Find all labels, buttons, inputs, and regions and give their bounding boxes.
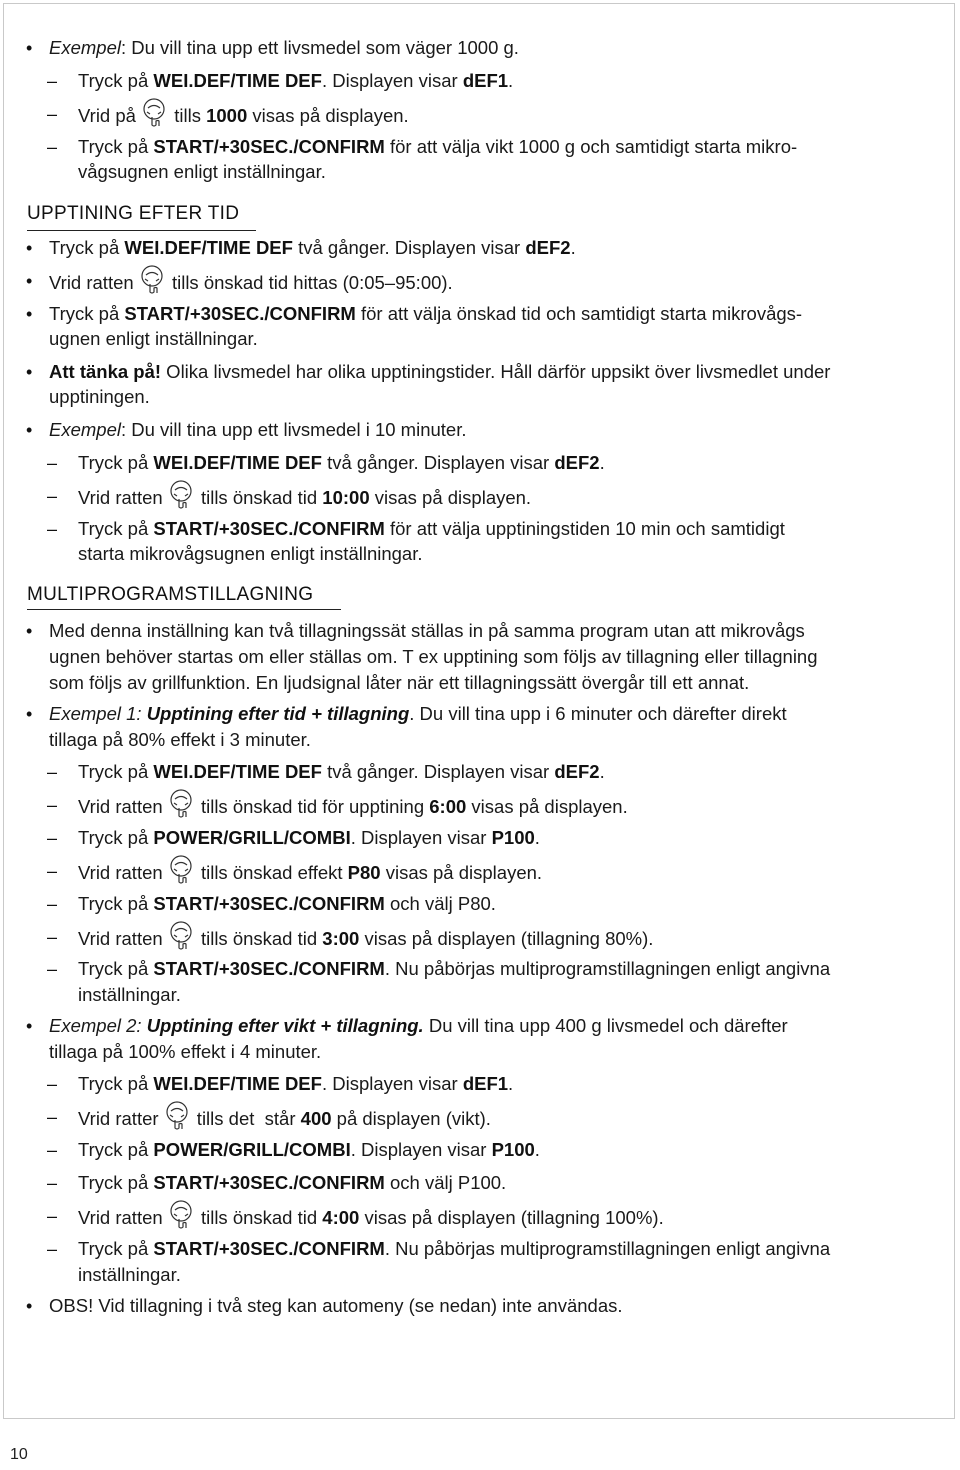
text-run: Vrid ratten xyxy=(78,486,168,508)
bold-run: dEF2 xyxy=(554,761,600,782)
text-run: visas på displayen. xyxy=(380,861,543,883)
bullet-marker: • xyxy=(26,38,33,58)
text-run: för att välja upptiningstiden 10 min och samtidigt xyxy=(384,518,785,539)
text-line xyxy=(78,892,496,916)
dash-marker: – xyxy=(47,927,58,947)
text-run: : Du vill tina upp ett livsmedel i 10 minuter. xyxy=(120,419,467,440)
text-line xyxy=(49,269,453,299)
text-run: . Displayen visar xyxy=(350,1139,492,1160)
text-run: Tryck på xyxy=(78,136,154,157)
text-line xyxy=(49,671,749,695)
text-run: Vrid ratter xyxy=(78,1107,164,1129)
bold-run: 10:00 xyxy=(322,486,370,508)
text-run: tills xyxy=(169,104,207,126)
text-line xyxy=(78,983,181,1007)
text-run: visas på displayen. xyxy=(247,104,409,126)
bold-run: 1000 xyxy=(206,104,248,126)
bold-run: START/+30SEC./CONFIRM xyxy=(153,1172,385,1193)
bold-run: WEI.DEF/TIME DEF xyxy=(153,70,322,91)
bullet-marker: • xyxy=(26,704,33,724)
text-run: inställningar. xyxy=(78,984,181,1005)
text-run: : Du vill tina upp ett livsmedel som väger 1000 g. xyxy=(120,37,519,58)
text-run: Du vill tina upp 400 g livsmedel och därefter xyxy=(423,1015,788,1036)
text-run: två gånger. Displayen visar xyxy=(321,452,555,473)
text-run: . Displayen visar xyxy=(321,1073,463,1094)
text-run: och välj P100. xyxy=(384,1172,507,1193)
bold-run: P100 xyxy=(491,1139,535,1160)
text-run: . xyxy=(534,827,540,848)
bold-run: 400 xyxy=(300,1107,332,1129)
text-line xyxy=(78,957,830,981)
text-line xyxy=(78,160,326,184)
italic-run: Exempel 2: xyxy=(49,1015,147,1036)
text-run: . xyxy=(508,70,514,91)
dash-marker: – xyxy=(47,795,58,815)
text-run: Olika livsmedel har olika upptiningstider. Håll därför uppsikt över livsmedlet under xyxy=(161,361,831,382)
text-run: Tryck på xyxy=(78,893,154,914)
dash-marker: – xyxy=(47,762,58,782)
text-run: vågsugnen enligt inställningar. xyxy=(78,161,326,182)
text-run: Tryck på xyxy=(78,1238,154,1259)
italic-run: Exempel xyxy=(49,419,121,440)
text-run: som följs av grillfunktion. En ljudsignal låter när ett tillagningssätt övergår till ett annat. xyxy=(49,672,750,693)
bold-run: START/+30SEC./CONFIRM xyxy=(124,303,356,324)
text-line xyxy=(78,1138,540,1162)
bullet-marker: • xyxy=(26,238,33,258)
bullet-marker: • xyxy=(26,271,33,291)
dash-marker: – xyxy=(47,828,58,848)
text-run: ugnen enligt inställningar. xyxy=(49,328,258,349)
text-run: och välj P80. xyxy=(384,893,496,914)
text-line xyxy=(78,826,540,850)
text-run: visas på displayen. xyxy=(466,795,628,817)
text-run: . xyxy=(534,1139,540,1160)
bold-run: dEF1 xyxy=(462,1073,509,1094)
dial-knob-icon xyxy=(168,921,196,951)
text-run: Vrid ratten xyxy=(49,271,139,293)
text-line xyxy=(78,102,409,132)
dash-marker: – xyxy=(47,1140,58,1160)
text-run: visas på displayen. xyxy=(369,486,532,508)
text-run: Vrid på xyxy=(78,104,142,126)
text-line xyxy=(49,1014,788,1038)
text-line xyxy=(78,1105,491,1135)
text-run: tills önskad tid hittas (0:05–95:00). xyxy=(166,271,453,293)
bold-run: START/+30SEC./CONFIRM xyxy=(153,518,385,539)
dash-marker: – xyxy=(47,959,58,979)
dash-marker: – xyxy=(47,1107,58,1127)
text-line xyxy=(78,484,531,514)
bold-run: Att tänka på! xyxy=(49,361,162,382)
text-run: Tryck på xyxy=(78,827,154,848)
text-run: . xyxy=(508,1073,514,1094)
text-line xyxy=(49,236,576,260)
text-line xyxy=(78,760,605,784)
dash-marker: – xyxy=(47,137,58,157)
bullet-marker: • xyxy=(26,304,33,324)
text-line xyxy=(49,1294,623,1318)
text-run: . Nu påbörjas multiprogramstillagningen enligt angivna xyxy=(384,1238,831,1259)
bold-run: dEF2 xyxy=(525,237,571,258)
bold-run: POWER/GRILL/COMBI xyxy=(153,827,351,848)
bold-run: Upptining efter vikt + tillagning. xyxy=(146,1015,424,1036)
text-run: visas på displayen (tillagning 80%). xyxy=(359,927,654,949)
text-run: Tryck på xyxy=(78,452,154,473)
text-run: Vrid ratten xyxy=(78,861,168,883)
text-run: tillaga på 80% effekt i 3 minuter. xyxy=(49,729,311,750)
bullet-marker: • xyxy=(26,420,33,440)
text-line xyxy=(49,418,466,442)
text-line xyxy=(49,619,805,643)
text-line xyxy=(78,1237,830,1261)
text-line xyxy=(78,69,513,93)
text-run: för att välja vikt 1000 g och samtidigt starta mikro- xyxy=(384,136,798,157)
text-run: . xyxy=(599,761,605,782)
text-run: tills önskad effekt xyxy=(195,861,348,883)
text-run: två gånger. Displayen visar xyxy=(321,761,555,782)
text-run: . Displayen visar xyxy=(350,827,492,848)
text-run: Tryck på xyxy=(49,237,125,258)
bold-run: START/+30SEC./CONFIRM xyxy=(153,136,385,157)
dial-knob-icon xyxy=(168,855,196,885)
heading-multiprogramstillagning: MULTIPROGRAMSTILLAGNING xyxy=(27,584,314,605)
text-line xyxy=(49,385,150,409)
bold-run: 4:00 xyxy=(322,1206,360,1228)
bold-run: WEI.DEF/TIME DEF xyxy=(124,237,293,258)
bold-run: P80 xyxy=(347,861,381,883)
text-run: . xyxy=(599,452,605,473)
bold-run: 6:00 xyxy=(429,795,467,817)
dash-marker: – xyxy=(47,861,58,881)
bold-run: WEI.DEF/TIME DEF xyxy=(153,761,322,782)
text-run: tills önskad tid xyxy=(195,486,323,508)
text-line xyxy=(78,793,628,823)
text-run: OBS! Vid tillagning i två steg kan automeny (se nedan) inte användas. xyxy=(49,1295,623,1316)
text-run: tills önskad tid xyxy=(195,1206,323,1228)
text-run: tillaga på 100% effekt i 4 minuter. xyxy=(49,1041,322,1062)
dash-marker: – xyxy=(47,1173,58,1193)
text-line xyxy=(78,859,542,889)
text-run: upptiningen. xyxy=(49,386,150,407)
text-line xyxy=(49,360,830,384)
dash-marker: – xyxy=(47,71,58,91)
dash-marker: – xyxy=(47,1239,58,1259)
dash-marker: – xyxy=(47,1206,58,1226)
text-line xyxy=(49,327,258,351)
text-line xyxy=(49,702,787,726)
italic-run: Exempel xyxy=(49,37,121,58)
text-run: Tryck på xyxy=(78,1172,154,1193)
bold-run: P100 xyxy=(491,827,535,848)
text-line xyxy=(78,135,797,159)
text-run: Tryck på xyxy=(78,761,154,782)
bold-run: START/+30SEC./CONFIRM xyxy=(153,958,385,979)
text-line xyxy=(78,451,605,475)
bullet-marker: • xyxy=(26,621,33,641)
text-run: Tryck på xyxy=(49,303,125,324)
text-run: . xyxy=(570,237,576,258)
text-line xyxy=(78,542,423,566)
text-run: tills det står xyxy=(191,1107,301,1129)
text-run: tills önskad tid för upptining xyxy=(195,795,430,817)
text-line xyxy=(78,1263,181,1287)
text-run: Tryck på xyxy=(78,958,154,979)
heading-upptining-efter-tid: UPPTINING EFTER TID xyxy=(27,203,240,224)
text-run: . Nu påbörjas multiprogramstillagningen enligt angivna xyxy=(384,958,831,979)
text-line xyxy=(78,1204,664,1234)
text-line xyxy=(78,1072,513,1096)
text-line xyxy=(49,302,802,326)
text-run: Vrid ratten xyxy=(78,927,168,949)
text-run: Tryck på xyxy=(78,70,154,91)
dash-marker: – xyxy=(47,486,58,506)
dial-knob-icon xyxy=(168,1200,196,1230)
text-run: . Du vill tina upp i 6 minuter och därefter direkt xyxy=(409,703,787,724)
text-run: visas på displayen (tillagning 100%). xyxy=(359,1206,664,1228)
dial-knob-icon xyxy=(139,265,167,295)
bold-run: Upptining efter tid + tillagning xyxy=(146,703,410,724)
page-number: 10 xyxy=(10,1446,28,1463)
bullet-marker: • xyxy=(26,362,33,382)
bullet-marker: • xyxy=(26,1296,33,1316)
text-line xyxy=(49,728,311,752)
dash-marker: – xyxy=(47,1074,58,1094)
bullet-marker: • xyxy=(26,1016,33,1036)
bold-run: dEF1 xyxy=(462,70,509,91)
text-run: Tryck på xyxy=(78,1139,154,1160)
text-run: på displayen (vikt). xyxy=(331,1107,491,1129)
text-line xyxy=(78,925,653,955)
dash-marker: – xyxy=(47,104,58,124)
bold-run: POWER/GRILL/COMBI xyxy=(153,1139,351,1160)
bold-run: WEI.DEF/TIME DEF xyxy=(153,1073,322,1094)
dial-knob-icon xyxy=(141,98,169,128)
italic-run: Exempel 1: xyxy=(49,703,147,724)
dial-knob-icon xyxy=(168,480,196,510)
text-run: Tryck på xyxy=(78,1073,154,1094)
text-run: Vrid ratten xyxy=(78,1206,168,1228)
dial-knob-icon xyxy=(164,1101,192,1131)
bold-run: 3:00 xyxy=(322,927,360,949)
text-run: två gånger. Displayen visar xyxy=(292,237,526,258)
text-run: starta mikrovågsugnen enligt inställningar. xyxy=(78,543,423,564)
bold-run: WEI.DEF/TIME DEF xyxy=(153,452,322,473)
text-run: ugnen behöver startas om eller ställas om. T ex upptining som följs av tillagning eller tillagning xyxy=(49,646,818,667)
text-line xyxy=(49,1040,321,1064)
text-run: Med denna inställning kan två tillagningssät ställas in på samma program utan att mikrovågs xyxy=(49,620,805,641)
text-run: för att välja önskad tid och samtidigt starta mikrovågs- xyxy=(355,303,803,324)
text-line xyxy=(78,1171,506,1195)
dial-knob-icon xyxy=(168,789,196,819)
dash-marker: – xyxy=(47,519,58,539)
dash-marker: – xyxy=(47,453,58,473)
text-line xyxy=(49,36,519,60)
bold-run: START/+30SEC./CONFIRM xyxy=(153,893,385,914)
text-run: . Displayen visar xyxy=(321,70,463,91)
bold-run: START/+30SEC./CONFIRM xyxy=(153,1238,385,1259)
text-run: Tryck på xyxy=(78,518,154,539)
dash-marker: – xyxy=(47,894,58,914)
text-run: tills önskad tid xyxy=(195,927,323,949)
text-run: inställningar. xyxy=(78,1264,181,1285)
heading-underline xyxy=(27,230,256,231)
heading-underline xyxy=(27,609,341,610)
text-run: Vrid ratten xyxy=(78,795,168,817)
text-line xyxy=(49,645,818,669)
text-line xyxy=(78,517,785,541)
bold-run: dEF2 xyxy=(554,452,600,473)
